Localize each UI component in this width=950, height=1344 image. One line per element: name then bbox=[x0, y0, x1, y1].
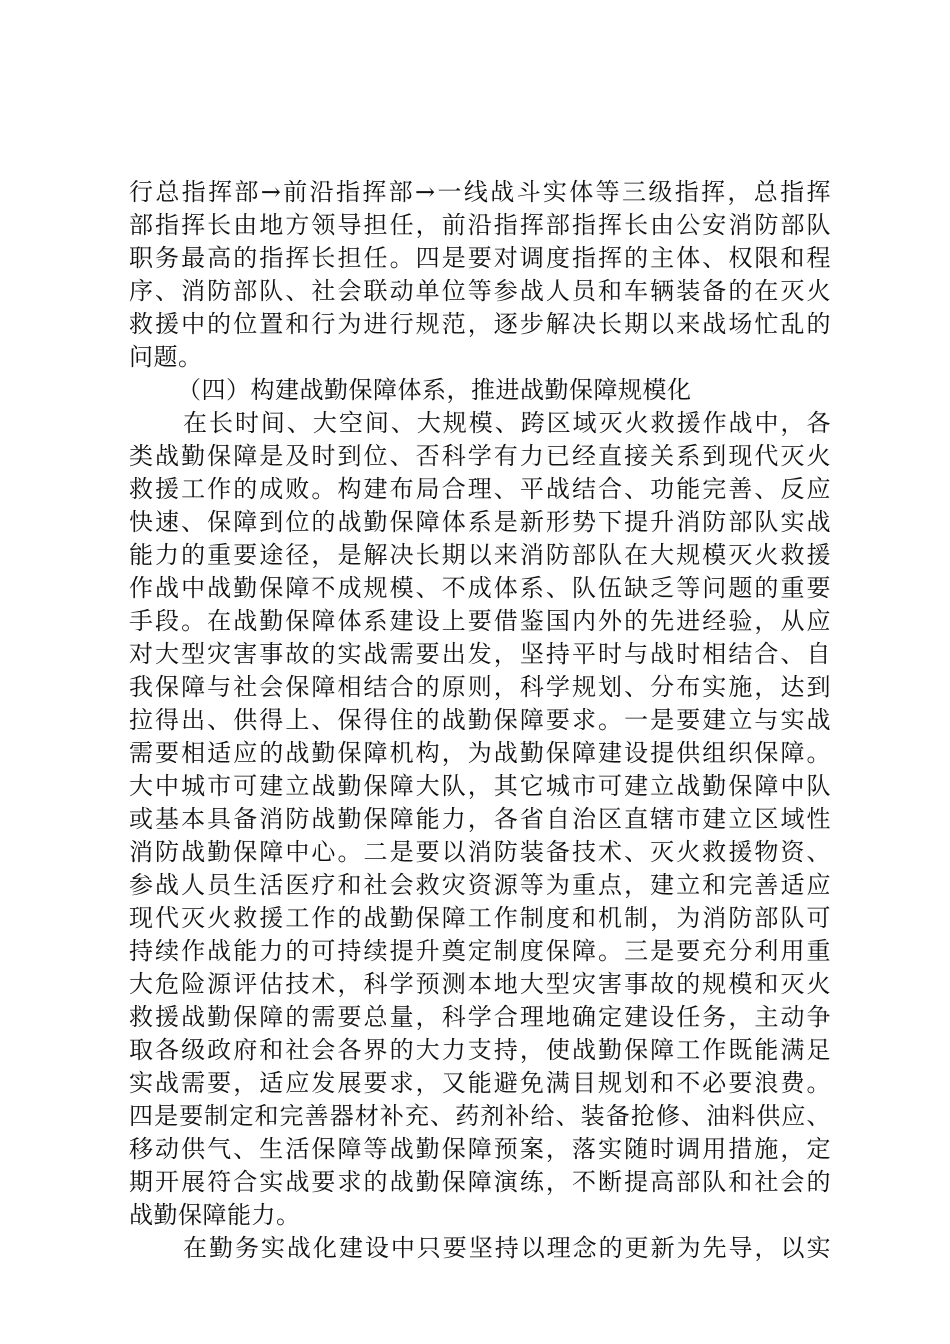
text-line: 期开展符合实战要求的战勤保障演练，不断提高部队和社会的 bbox=[129, 1168, 831, 1196]
text-line: 类战勤保障是及时到位、否科学有力已经直接关系到现代灭火 bbox=[129, 442, 831, 470]
text-line: 在勤务实战化建设中只要坚持以理念的更新为先导，以实 bbox=[183, 1234, 831, 1262]
text-line: 现代灭火救援工作的战勤保障工作制度和机制，为消防部队可 bbox=[129, 904, 831, 932]
text-line: 移动供气、生活保障等战勤保障预案，落实随时调用措施，定 bbox=[129, 1135, 831, 1163]
text-line: 或基本具备消防战勤保障能力，各省自治区直辖市建立区域性 bbox=[129, 805, 831, 833]
text-line: 四是要制定和完善器材补充、药剂补给、装备抢修、油料供应、 bbox=[129, 1102, 831, 1130]
text-line: 拉得出、供得上、保得住的战勤保障要求。一是要建立与实战 bbox=[129, 706, 831, 734]
text-line: 能力的重要途径，是解决长期以来消防部队在大规模灭火救援 bbox=[129, 541, 831, 569]
text-line: 实战需要，适应发展要求，又能避免满目规划和不必要浪费。 bbox=[129, 1069, 831, 1097]
text-line: 大中城市可建立战勤保障大队，其它城市可建立战勤保障中队 bbox=[129, 772, 831, 800]
text-line: 我保障与社会保障相结合的原则，科学规划、分布实施，达到 bbox=[129, 673, 831, 701]
section-heading: （四）构建战勤保障体系，推进战勤保障规模化 bbox=[177, 376, 692, 404]
text-line: 救援战勤保障的需要总量，科学合理地确定建设任务，主动争 bbox=[129, 1003, 831, 1031]
text-line: 战勤保障能力。 bbox=[129, 1201, 301, 1229]
text-line: 手段。在战勤保障体系建设上要借鉴国内外的先进经验，从应 bbox=[129, 607, 831, 635]
text-line: 部指挥长由地方领导担任，前沿指挥部指挥长由公安消防部队 bbox=[129, 211, 831, 239]
text-line: 需要相适应的战勤保障机构，为战勤保障建设提供组织保障。 bbox=[129, 739, 831, 767]
text-line: 取各级政府和社会各界的大力支持，使战勤保障工作既能满足 bbox=[129, 1036, 831, 1064]
text-line: 作战中战勤保障不成规模、不成体系、队伍缺乏等问题的重要 bbox=[129, 574, 831, 602]
text-line: 职务最高的指挥长担任。四是要对调度指挥的主体、权限和程 bbox=[129, 244, 831, 272]
text-line: 大危险源评估技术，科学预测本地大型灾害事故的规模和灭火 bbox=[129, 970, 831, 998]
text-line: 快速、保障到位的战勤保障体系是新形势下提升消防部队实战 bbox=[129, 508, 831, 536]
text-line: 参战人员生活医疗和社会救灾资源等为重点，建立和完善适应 bbox=[129, 871, 831, 899]
text-line: 序、消防部队、社会联动单位等参战人员和车辆装备的在灭火 bbox=[129, 277, 831, 305]
text-line: 问题。 bbox=[129, 343, 203, 371]
text-line: 救援中的位置和行为进行规范，逐步解决长期以来战场忙乱的 bbox=[129, 310, 831, 338]
text-line: 在长时间、大空间、大规模、跨区域灭火救援作战中，各 bbox=[183, 409, 831, 437]
text-line: 救援工作的成败。构建布局合理、平战结合、功能完善、反应 bbox=[129, 475, 831, 503]
text-line: 消防战勤保障中心。二是要以消防装备技术、灭火救援物资、 bbox=[129, 838, 831, 866]
text-line: 持续作战能力的可持续提升奠定制度保障。三是要充分利用重 bbox=[129, 937, 831, 965]
text-line: 行总指挥部→前沿指挥部→一线战斗实体等三级指挥，总指挥 bbox=[129, 178, 831, 206]
text-line: 对大型灾害事故的实战需要出发，坚持平时与战时相结合、自 bbox=[129, 640, 831, 668]
